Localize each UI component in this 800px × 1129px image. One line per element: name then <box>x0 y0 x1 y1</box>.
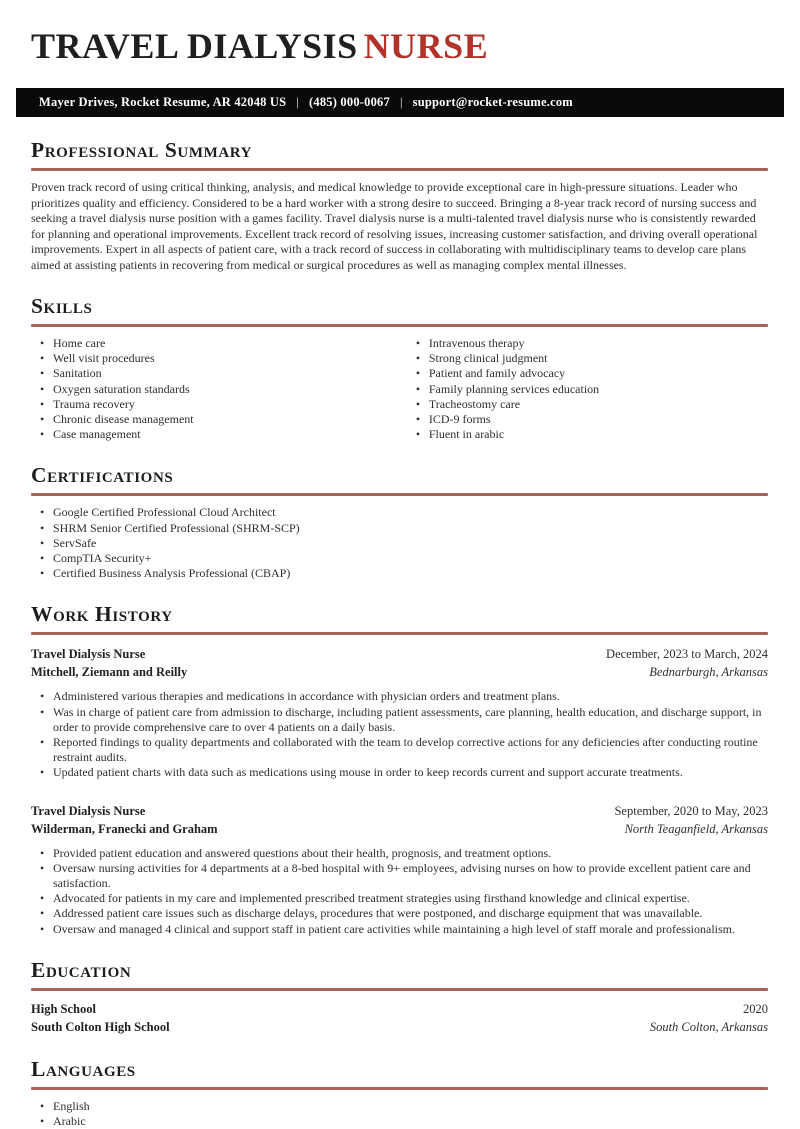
education-degree: High School <box>31 1001 96 1016</box>
contact-address: Mayer Drives, Rocket Resume, AR 42048 US <box>39 95 287 109</box>
work-entry <box>31 802 768 937</box>
section-divider <box>31 1087 768 1090</box>
resume-header <box>0 24 800 117</box>
job-dates: September, 2020 to May, 2023 <box>614 803 768 818</box>
skill-item: • Case management <box>31 427 407 442</box>
title-primary: TRAVEL DIALYSIS <box>31 26 358 66</box>
job-company: Mitchell, Ziemann and Reilly <box>31 665 188 680</box>
section-skills <box>0 293 800 442</box>
skill-item: • Oxygen saturation standards <box>31 382 407 397</box>
education-heading: Education <box>31 957 132 982</box>
language-item: • English <box>31 1099 768 1114</box>
certification-item: • Google Certified Professional Cloud Architect <box>31 505 768 520</box>
languages-heading: Languages <box>31 1056 136 1081</box>
job-company: Wilderman, Franecki and Graham <box>31 821 218 836</box>
section-languages <box>0 1056 800 1129</box>
job-title: Travel Dialysis Nurse <box>31 647 146 662</box>
section-certifications <box>0 462 800 581</box>
job-dates: December, 2023 to March, 2024 <box>606 647 768 662</box>
job-bullets <box>31 689 768 780</box>
work-entry-title-row <box>31 802 768 820</box>
skill-item: • Intravenous therapy <box>407 336 768 351</box>
skill-item: • Chronic disease management <box>31 412 407 427</box>
certification-item: • CompTIA Security+ <box>31 551 768 566</box>
work-entry-company-row <box>31 663 768 681</box>
skill-item: • Patient and family advocacy <box>407 366 768 381</box>
title-accent: NURSE <box>363 26 489 66</box>
job-bullet: • Provided patient education and answered questions about their health, prognosis, and treatment options. <box>31 846 768 861</box>
skill-item: • Trauma recovery <box>31 397 407 412</box>
job-location: Bednarburgh, Arkansas <box>649 665 768 680</box>
job-bullet: • Addressed patient care issues such as discharge delays, procedures that were postponed, and discharge equipment that was unavailable. <box>31 906 768 921</box>
contact-email: support@rocket-resume.com <box>412 95 573 109</box>
section-divider <box>31 632 768 635</box>
skill-item: • Home care <box>31 336 407 351</box>
certification-item: • SHRM Senior Certified Professional (SHRM-SCP) <box>31 521 768 536</box>
job-title: Travel Dialysis Nurse <box>31 803 146 818</box>
job-bullet: • Reported findings to quality departments and collaborated with the team to develop corrective actions for any deficiencies after conducting routine restraint audits. <box>31 735 768 765</box>
job-bullet: • Administered various therapies and medications in accordance with physician orders and treatment plans. <box>31 689 768 704</box>
contact-separator-icon: | <box>399 95 403 109</box>
section-professional-summary <box>0 137 800 273</box>
education-school: South Colton High School <box>31 1019 170 1034</box>
section-divider <box>31 324 768 327</box>
work-history-heading: Work History <box>31 602 173 627</box>
skill-item: • Sanitation <box>31 366 407 381</box>
contact-phone: (485) 000-0067 <box>309 95 390 109</box>
job-bullet: • Oversaw and managed 4 clinical and support staff in patient care activities while maintaining a high level of staff morale and professionalism. <box>31 922 768 937</box>
skill-item: • Fluent in arabic <box>407 427 768 442</box>
certification-item: • Certified Business Analysis Professional (CBAP) <box>31 566 768 581</box>
skill-item: • Well visit procedures <box>31 351 407 366</box>
education-year: 2020 <box>743 1001 768 1016</box>
summary-text: Proven track record of using critical thinking, analysis, and medical knowledge to provide exceptional care in high-pressure situations. Leader who prioritizes quality and efficiency. Considered to be a hard worker with a strong desire to succeed. Bringing a 8-year track record of nursing success and seeking a travel dialysis nurse position with a games facility. Travel dialysis nurse is a multi-talented travel dialysis nurse who is consistently rewarded for planning and operational improvements. Excellent track record of resolving issues, increasing customer satisfaction, and driving overall operational improvements. Expert in all aspects of patient care, with a track record of success in collaborating with multidisciplinary teams to develop care plans aimed at assisting patients in recovering from medical or surgical procedures as well as managing complex mental illnesses. <box>31 180 758 272</box>
section-divider <box>31 988 768 991</box>
section-divider <box>31 168 768 171</box>
education-school-row <box>31 1018 768 1036</box>
work-entry-company-row <box>31 820 768 838</box>
skill-item: • Tracheostomy care <box>407 397 768 412</box>
skills-heading: Skills <box>31 294 93 318</box>
job-bullet: • Was in charge of patient care from admission to discharge, including patient assessments, care planning, health education, and discharge support, in order to provide comprehensive care to over 4 patients on a daily basis. <box>31 705 768 735</box>
job-bullet: • Updated patient charts with data such as medications using mouse in order to keep records current and support accurate treatments. <box>31 765 768 780</box>
job-location: North Teaganfield, Arkansas <box>624 821 768 836</box>
education-degree-row <box>31 1000 768 1018</box>
skills-list-right <box>407 336 768 442</box>
job-bullet: • Oversaw nursing activities for 4 departments at a 8-bed hospital with 9+ employees, advising nurses on how to provide excellent patient care and satisfaction. <box>31 861 768 891</box>
resume-page <box>0 24 800 1129</box>
skill-item: • ICD-9 forms <box>407 412 768 427</box>
work-entry-title-row <box>31 645 768 663</box>
education-entry <box>31 1000 768 1036</box>
certification-item: • ServSafe <box>31 536 768 551</box>
section-work-history <box>0 601 800 936</box>
certifications-heading: Certifications <box>31 463 174 488</box>
page-title <box>31 24 769 68</box>
section-divider <box>31 493 768 496</box>
work-entry <box>31 645 768 780</box>
language-item: • Arabic <box>31 1114 768 1129</box>
education-location: South Colton, Arkansas <box>649 1019 768 1034</box>
skill-item: • Strong clinical judgment <box>407 351 768 366</box>
section-education <box>0 957 800 1036</box>
contact-bar <box>16 88 784 117</box>
skill-item: • Family planning services education <box>407 382 768 397</box>
languages-list <box>31 1099 768 1129</box>
contact-separator-icon: | <box>296 95 300 109</box>
summary-heading: Professional Summary <box>31 138 253 162</box>
job-bullet: • Advocated for patients in my care and implemented prescribed treatment strategies using firsthand knowledge and clinical expertise. <box>31 891 768 906</box>
certifications-list <box>31 505 768 581</box>
skills-list-left <box>31 336 407 442</box>
job-bullets <box>31 846 768 937</box>
